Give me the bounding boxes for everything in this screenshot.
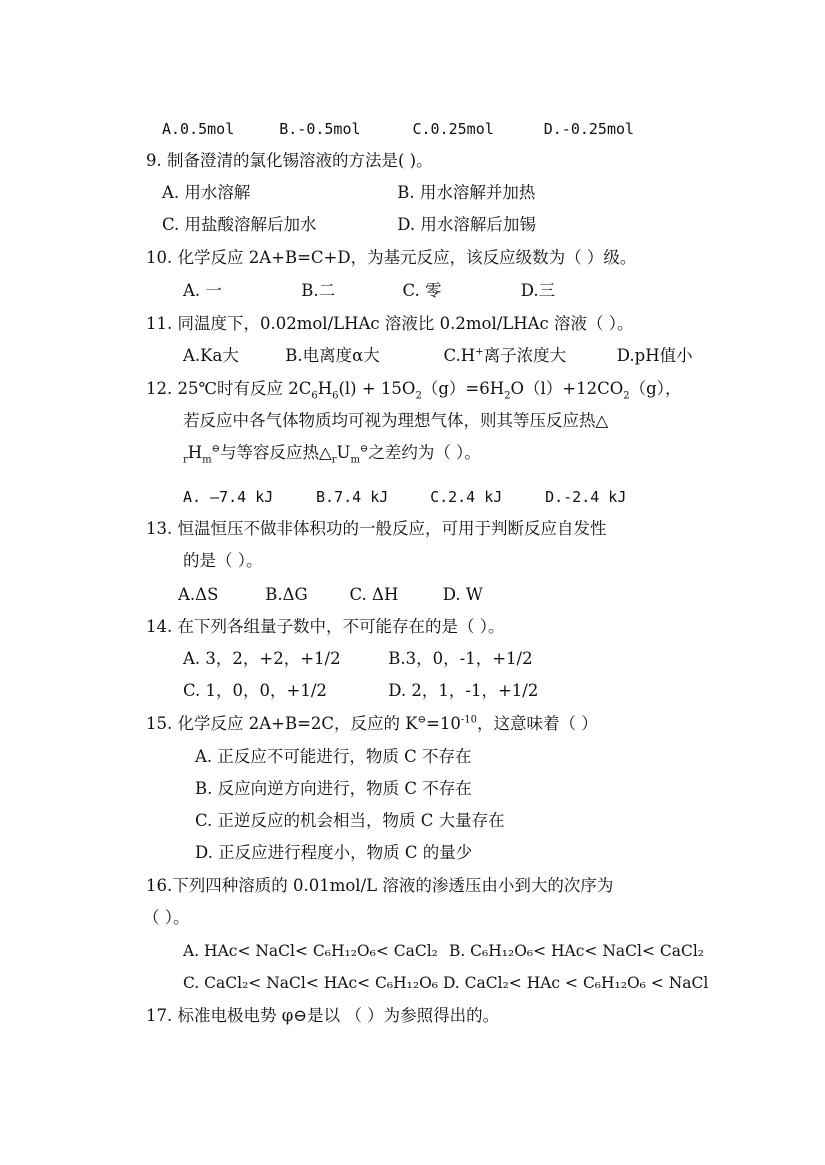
q14-options-row1	[183, 648, 533, 670]
q8-option-b: B.-0.5mol	[279, 120, 361, 138]
q12-stem-line2: 若反应中各气体物质均可视为理想气体，则其等压反应热△	[183, 411, 609, 430]
q15-option-c: C. 正逆反应的机会相当，物质 C 大量存在	[195, 811, 505, 830]
q9-options-row2	[162, 214, 536, 236]
q12-l3-sub-r2: r	[331, 454, 337, 466]
q12-s3: 2	[415, 390, 422, 402]
q12-l3-sub-m1: m	[202, 454, 212, 466]
q12-number: 12.	[146, 379, 173, 398]
q12-option-a: A. –7.4 kJ	[183, 488, 274, 506]
q12-s5: 2	[623, 390, 630, 402]
q8-option-c: C.0.25mol	[412, 120, 494, 138]
q16-stem-line1: 16.下列四种溶质的 0.01mol/L 溶液的渗透压由小到大的次序为	[146, 876, 614, 895]
q13-stem-line1: 13. 恒温恒压不做非体积功的一般反应，可用于判断反应自发性	[146, 519, 607, 538]
q16-options-row2	[183, 972, 708, 994]
q12-stem-line3	[183, 442, 481, 464]
q9-option-c: C. 用盐酸溶解后加水	[162, 215, 317, 234]
q12-t2: H	[317, 379, 333, 398]
q17-stem: 17. 标准电极电势 φ⊖是以 （ ）为参照得出的。	[146, 1006, 500, 1025]
q12-options	[183, 486, 626, 508]
q8-options	[162, 118, 634, 140]
q13-option-a: A.ΔS	[178, 585, 219, 604]
q14-options-row2	[183, 680, 538, 702]
q14-stem: 14. 在下列各组量子数中，不可能存在的是（ ）。	[146, 617, 505, 636]
q12-t1: 25℃时有反应 2C	[177, 379, 312, 398]
q13-stem-line2: 的是（ ）。	[183, 551, 263, 570]
q8-option-d: D.-0.25mol	[543, 120, 635, 138]
q9-option-b: B. 用水溶解并加热	[397, 183, 536, 202]
q14-option-b: B.3，0，-1，+1/2	[388, 649, 533, 668]
q15-stem-sup-exp: -10	[460, 714, 477, 726]
q14-option-a: A. 3，2，+2，+1/2	[183, 649, 341, 668]
q12-l3-sub-m2: m	[350, 454, 360, 466]
q16-option-a: A. HAc< NaCl< C₆H₁₂O₆< CaCl₂	[183, 942, 438, 960]
q11-options	[183, 345, 693, 367]
q13-option-c: C. ΔH	[349, 585, 399, 604]
q15-stem-mid: =10	[426, 714, 461, 733]
q16-options-row1	[183, 940, 704, 962]
q15-stem-pre: 15. 化学反应 2A+B=2C，反应的 K	[146, 714, 418, 733]
q9-option-a: A. 用水溶解	[162, 183, 251, 202]
q9-options-row1	[162, 182, 535, 204]
q12-l3-h: H	[187, 443, 203, 462]
q11-option-c	[444, 345, 612, 367]
q15-option-a: A. 正反应不可能进行，物质 C 不存在	[195, 747, 472, 766]
q15-stem-post: ，这意味着（ ）	[476, 714, 598, 733]
q14-option-c: C. 1，0，0，+1/2	[183, 681, 327, 700]
q13-option-b: B.ΔG	[265, 585, 308, 604]
q10-options	[183, 280, 555, 302]
q16-stem-line2: （ ）。	[143, 908, 190, 927]
q12-t5: O（l）+12CO	[510, 379, 624, 398]
q11-option-d: D.pH值小	[616, 346, 693, 365]
q12-l3-sub-r1: r	[183, 454, 188, 466]
q12-stem-line1	[146, 378, 681, 400]
q12-t3: (l) + 15O	[338, 379, 416, 398]
q8-option-a: A.0.5mol	[162, 120, 235, 138]
q11-option-c-sup: +	[475, 346, 484, 358]
q16-option-d: D. CaCl₂< HAc < C₆H₁₂O₆ < NaCl	[442, 974, 709, 992]
q11-option-a: A.Ka大	[183, 346, 239, 365]
q10-option-c: C. 零	[402, 281, 442, 300]
q12-s1: 6	[311, 390, 318, 402]
q10-option-d: D.三	[520, 281, 556, 300]
q15-option-b: B. 反应向逆方向进行，物质 C 不存在	[195, 779, 472, 798]
q13-option-d: D. W	[442, 585, 483, 604]
q11-option-c-pre: C.H	[443, 346, 476, 365]
q9-stem: 9. 制备澄清的氯化锡溶液的方法是( )。	[146, 151, 433, 170]
q12-t6: （g），	[629, 379, 682, 398]
q10-stem: 10. 化学反应 2A+B=C+D，为基元反应，该反应级数为（ ）级。	[146, 248, 637, 267]
q12-l3-sup-std1: ⊖	[211, 443, 221, 455]
q12-l3-u: U	[336, 443, 351, 462]
q15-stem	[146, 713, 598, 735]
q12-t4: （g）=6H	[421, 379, 505, 398]
q10-option-b: B.二	[301, 281, 336, 300]
q12-option-d: D.-2.4 kJ	[545, 488, 627, 506]
q11-option-b: B.电离度α大	[285, 346, 380, 365]
q12-option-b: B.7.4 kJ	[316, 488, 389, 506]
q11-option-c-post: 离子浓度大	[483, 346, 567, 365]
q12-option-c: C.2.4 kJ	[430, 488, 503, 506]
q12-l3-sup-std2: ⊖	[359, 443, 369, 455]
q12-s2: 6	[332, 390, 339, 402]
q12-s4: 2	[504, 390, 511, 402]
q15-stem-sup-std: ⊖	[417, 714, 427, 726]
q11-stem: 11. 同温度下，0.02mol/LHAc 溶液比 0.2mol/LHAc 溶液（ ）。	[146, 314, 634, 333]
q10-option-a: A. 一	[183, 281, 222, 300]
q12-l3-end: 之差约为（ ）。	[368, 443, 481, 462]
q12-l3-mid: 与等容反应热△	[220, 443, 332, 462]
q13-options	[178, 584, 483, 606]
q16-option-c: C. CaCl₂< NaCl< HAc< C₆H₁₂O₆	[183, 974, 438, 992]
q14-option-d: D. 2，1，-1，+1/2	[388, 681, 539, 700]
q16-option-b: B. C₆H₁₂O₆< HAc< NaCl< CaCl₂	[448, 942, 705, 960]
q9-option-d: D. 用水溶解后加锡	[397, 215, 536, 234]
q15-option-d: D. 正反应进行程度小，物质 C 的量少	[195, 843, 473, 862]
